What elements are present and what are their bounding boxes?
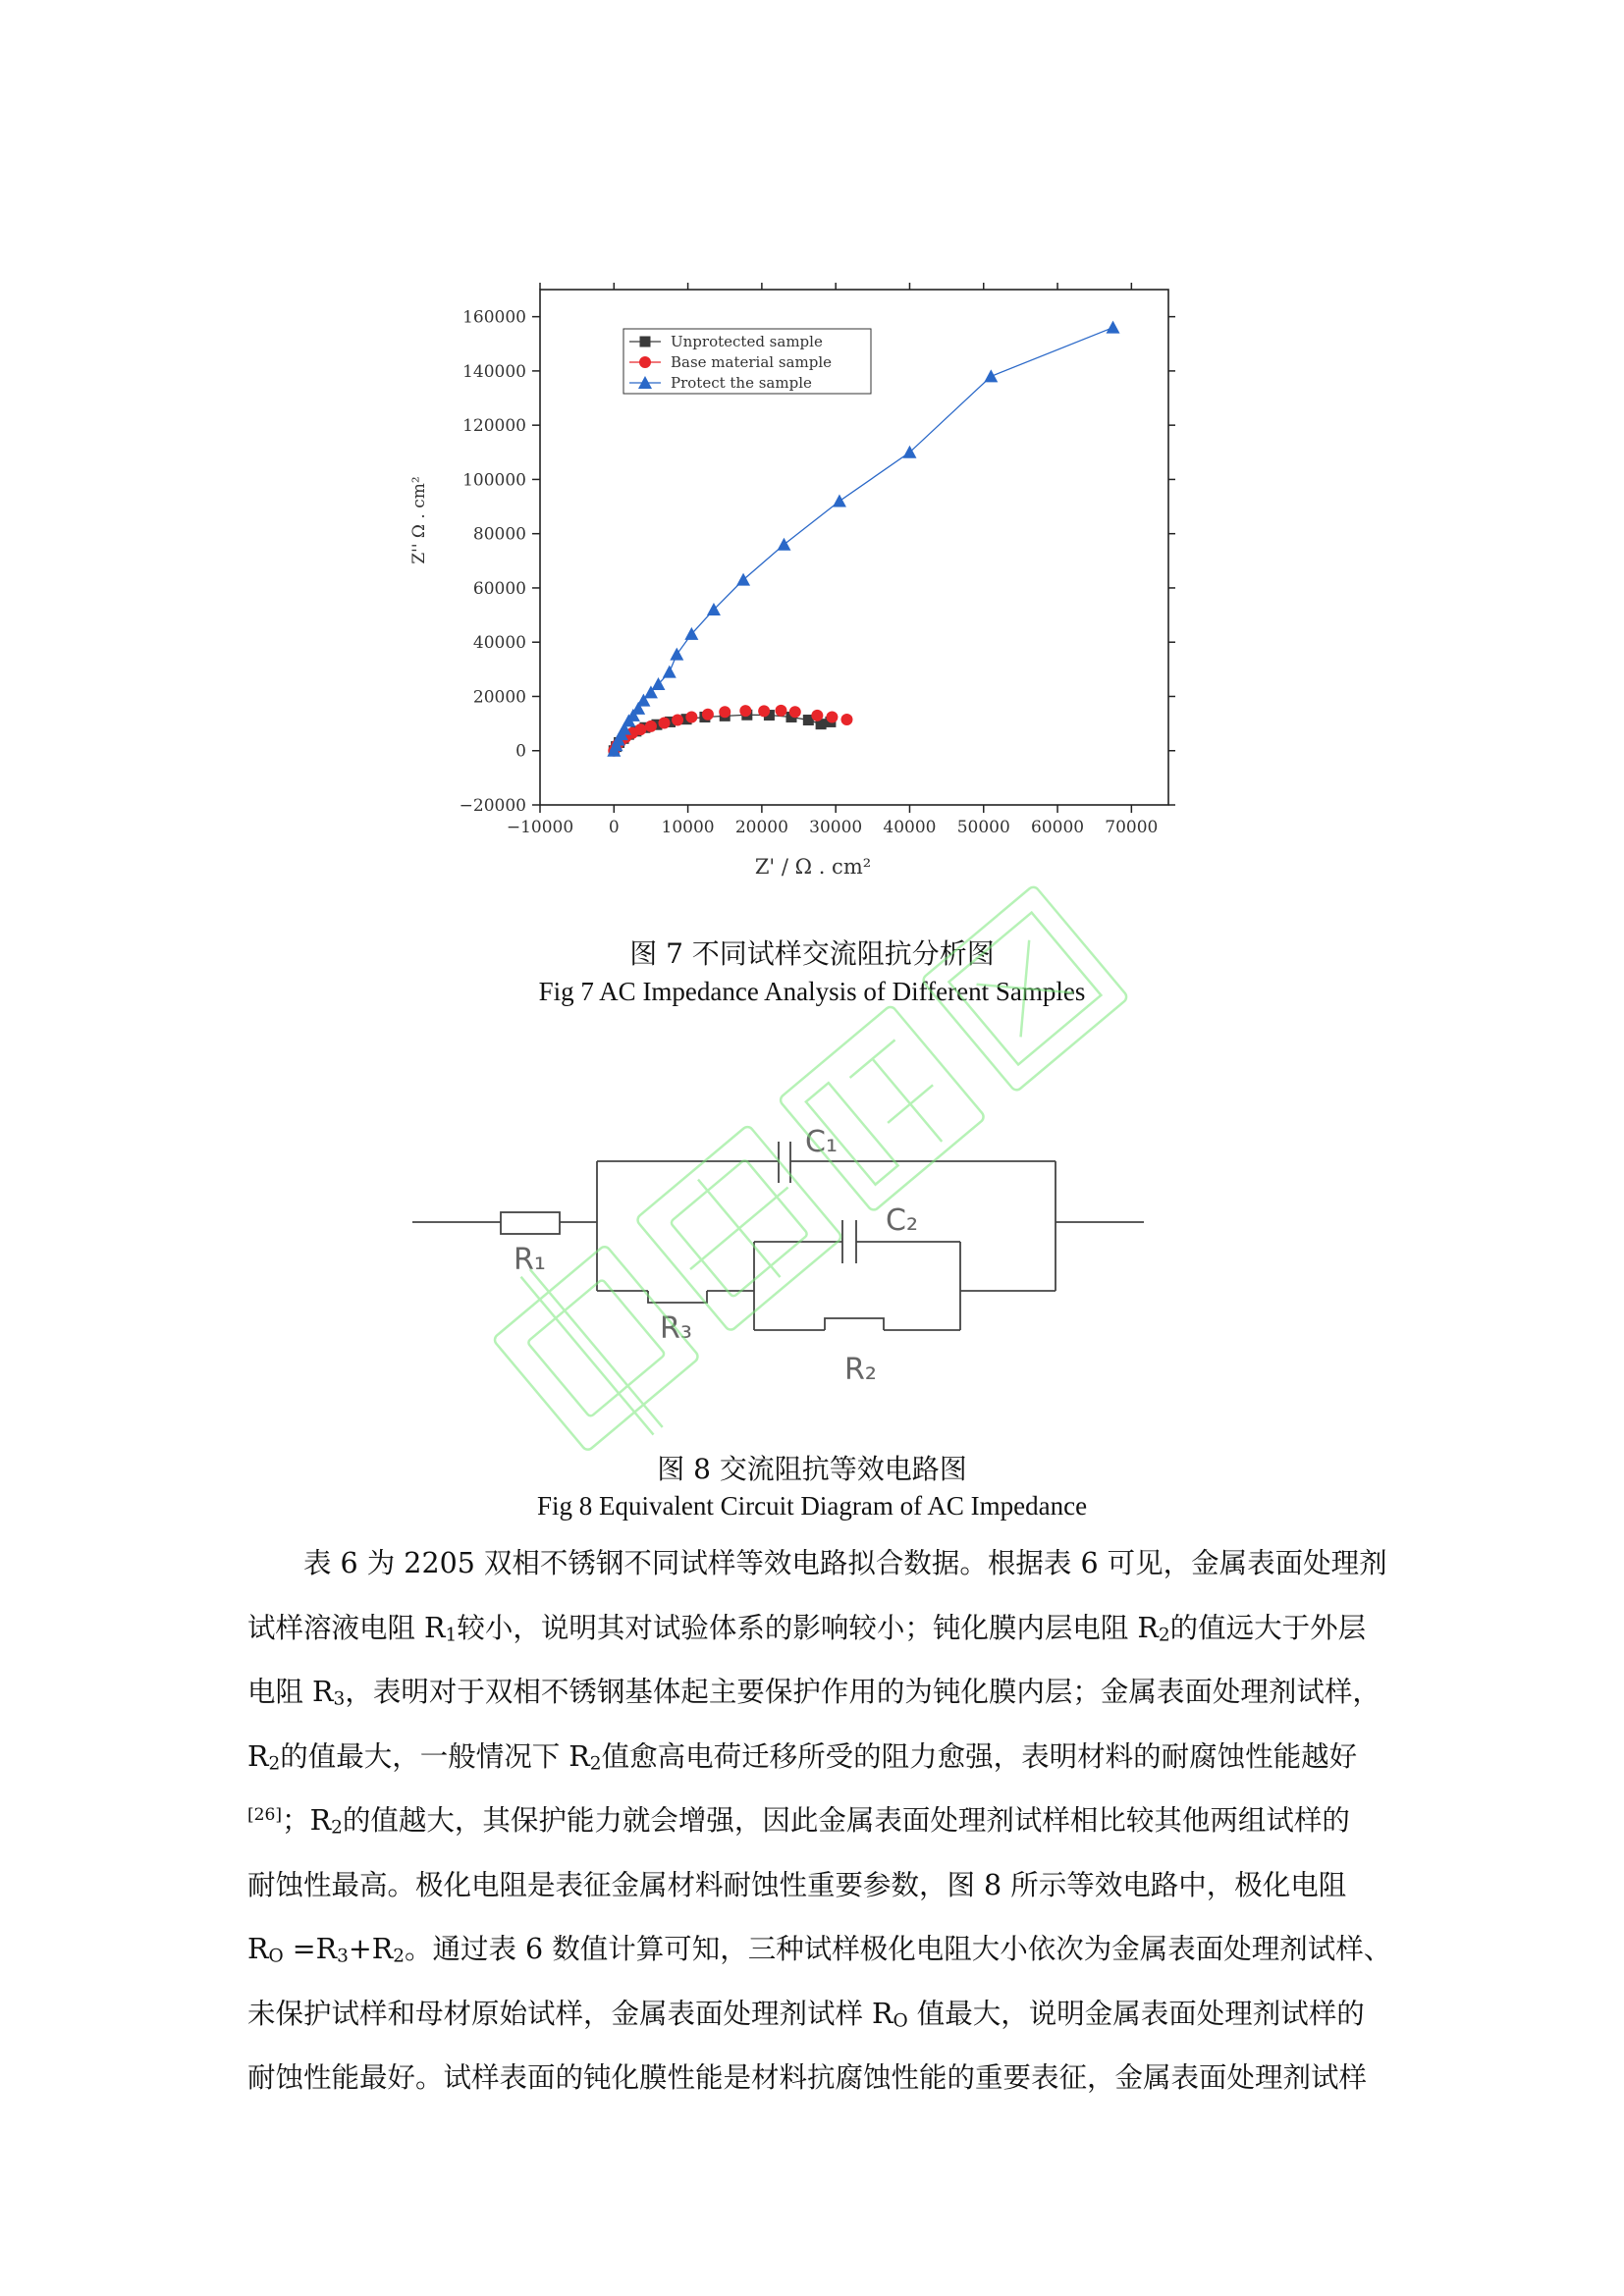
data-point	[811, 710, 823, 721]
text-line: [26]；$R_2$的值越大，其保护能力就会增强，因此金属表面处理剂试样相比较其他两组试样的	[247, 1804, 1350, 1839]
body-paragraph	[247, 1531, 1394, 2110]
x-tick-label: 60000	[1031, 818, 1085, 837]
label-r3: R₃	[660, 1311, 692, 1346]
y-tick-label: 140000	[462, 361, 526, 382]
text-line: 耐蚀性最高。极化电阻是表征金属材料耐蚀性重要参数，图 8 所示等效电路中，极化电阻	[247, 1868, 1347, 1901]
data-point	[777, 538, 790, 551]
data-point	[645, 721, 657, 732]
label-c2: C₂	[886, 1203, 918, 1238]
text-line: 试样溶液电阻 $R_1$较小，说明其对试验体系的影响较小；钝化膜内层电阻 $R_2$的值远大于外层	[247, 1611, 1367, 1646]
data-point	[1107, 321, 1120, 334]
y-tick-label: −20000	[459, 796, 526, 816]
data-point	[758, 705, 770, 717]
x-tick-label: −10000	[506, 818, 574, 837]
label-c1: C₁	[805, 1125, 838, 1159]
data-point	[634, 723, 646, 735]
y-tick-label: 40000	[472, 633, 526, 654]
label-r1: R₁	[514, 1243, 546, 1277]
data-point	[685, 711, 697, 722]
data-point	[739, 705, 751, 717]
resistor-r2	[825, 1318, 884, 1330]
data-point	[984, 369, 998, 382]
nyquist-chart	[403, 275, 1178, 903]
data-point	[702, 709, 714, 721]
legend-marker	[639, 356, 651, 368]
y-tick-label: 160000	[462, 307, 526, 328]
x-tick-label: 30000	[809, 818, 863, 837]
y-tick-label: 0	[515, 741, 526, 762]
y-tick-label: 80000	[472, 524, 526, 545]
data-point	[789, 706, 801, 718]
y-tick-label: 20000	[472, 687, 526, 708]
figure8-caption-en: Fig 8 Equivalent Circuit Diagram of AC Impedance	[536, 1491, 1088, 1521]
legend-label: Base material sample	[671, 353, 832, 371]
data-point	[658, 718, 670, 729]
y-axis-label: Z'' Ω . cm²	[409, 476, 429, 564]
figure8-caption-cn: 图 8 交流阻抗等效电路图	[657, 1453, 967, 1485]
label-r2: R₂	[844, 1353, 877, 1387]
data-point	[719, 706, 731, 718]
equivalent-circuit-diagram	[403, 1095, 1159, 1389]
figure7-caption-en: Fig 7 AC Impedance Analysis of Different Samples	[538, 977, 1086, 1006]
series-circle	[608, 705, 852, 757]
y-tick-label: 120000	[462, 416, 526, 437]
x-tick-label: 50000	[956, 818, 1010, 837]
resistor-r1	[501, 1212, 560, 1234]
x-axis-label: Z' / Ω . cm²	[754, 855, 872, 879]
y-tick-label: 100000	[462, 470, 526, 491]
text-line: 未保护试样和母材原始试样，金属表面处理剂试样 $R_O$ 值最大，说明金属表面处理剂试样的	[247, 1997, 1365, 2032]
x-tick-label: 20000	[734, 818, 788, 837]
chart-legend	[623, 329, 871, 394]
x-tick-label: 10000	[661, 818, 715, 837]
figure7-caption-cn: 图 7 不同试样交流阻抗分析图	[629, 937, 995, 970]
legend-label: Protect the sample	[671, 374, 812, 392]
text-line: $R_O =R_3+R_2$。通过表 6 数值计算可知，三种试样极化电阻大小依次为金属表面处理剂试样、	[247, 1933, 1392, 1967]
data-point	[670, 648, 683, 661]
citation-ref: [26]	[247, 1804, 283, 1825]
data-point	[663, 666, 677, 678]
x-tick-label: 70000	[1105, 818, 1159, 837]
text-line: 表 6 为 2205 双相不锈钢不同试样等效电路拟合数据。根据表 6 可见，金属表面处理剂	[303, 1547, 1387, 1579]
text-line: 耐蚀性能最好。试样表面的钝化膜性能是材料抗腐蚀性能的重要表征，金属表面处理剂试样	[247, 2061, 1368, 2094]
x-tick-label: 0	[608, 818, 620, 837]
legend-marker	[640, 337, 651, 347]
resistor-r3	[648, 1291, 707, 1303]
data-point	[840, 714, 852, 725]
legend-label: Unprotected sample	[671, 333, 823, 350]
data-point	[672, 715, 683, 726]
data-point	[775, 705, 786, 717]
text-line: $R_2$的值最大，一般情况下 $R_2$值愈高电荷迁移所受的阻力愈强，表明材料的耐腐蚀性能越好	[247, 1739, 1358, 1775]
x-tick-label: 40000	[883, 818, 937, 837]
text-line: 电阻 $R_3$，表明对于双相不锈钢基体起主要保护作用的为钝化膜内层；金属表面处理剂试样，	[247, 1676, 1380, 1710]
data-point	[833, 495, 846, 507]
y-tick-label: 60000	[472, 578, 526, 599]
data-point	[826, 711, 838, 722]
